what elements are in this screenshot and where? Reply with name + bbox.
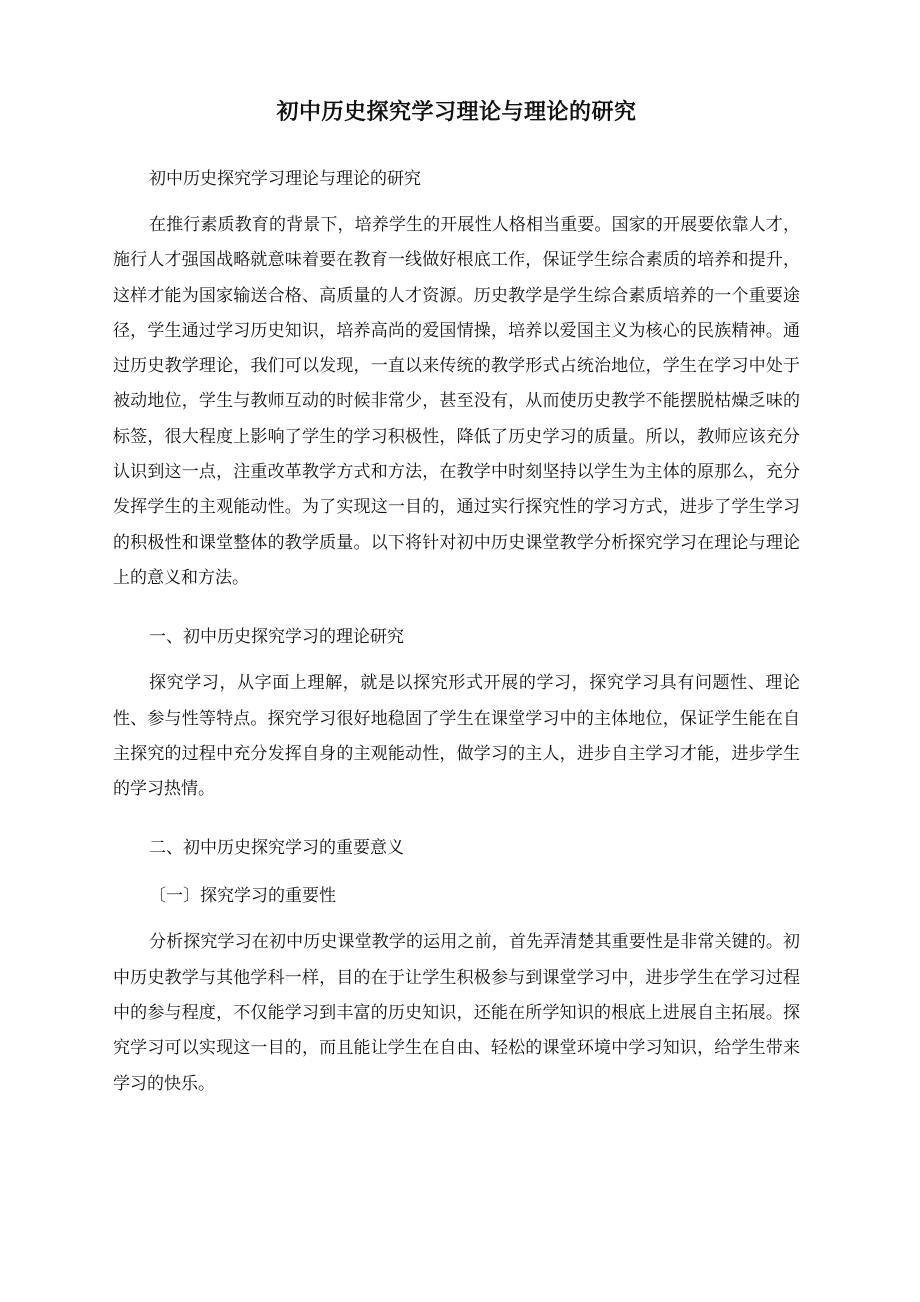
- document-page: [113, 96, 800, 1102]
- section-1-paragraph: 探究学习，从字面上理解，就是以探究形式开展的学习，探究学习具有问题性、理论性、参与性等特点。探究学习很好地稳固了学生在课堂学习中的主体地位，保证学生能在自主探究的过程中充分发挥自身的主观能动性，做学习的主人，进步自主学习才能，进步学生的学习热情。: [113, 673, 800, 800]
- subsection-1-paragraph: 分析探究学习在初中历史课堂教学的运用之前，首先弄清楚其重要性是非常关键的。初中历史教学与其他学科一样，目的在于让学生积极参与到课堂学习中，进步学生在学习过程中的参与程度，不仅能学习到丰富的历史知识，还能在所学知识的根底上进展自主拓展。探究学习可以实现这一目的，而且能让学生在自由、轻松的课堂环境中学习知识，给学生带来学习的快乐。: [113, 932, 800, 1094]
- section-1-heading: 一、初中历史探究学习的理论研究: [149, 627, 404, 648]
- intro-paragraph: 在推行素质教育的背景下，培养学生的开展性人格相当重要。国家的开展要依靠人才，施行人才强国战略就意味着要在教育一线做好根底工作，保证学生综合素质的培养和提升，这样才能为国家输送合格、高质量的人才资源。历史教学是学生综合素质培养的一个重要途径，学生通过学习历史知识，培养高尚的爱国情操，培养以爱国主义为核心的民族精神。通过历史教学理论，我们可以发现，一直以来传统的教学形式占统治地位，学生在学习中处于被动地位，学生与教师互动的时候非常少，甚至没有，从而使历史教学不能摆脱枯燥乏味的标签，很大程度上影响了学生的学习积极性，降低了历史学习的质量。所以，教师应该充分认识到这一点，注重改革教学方式和方法，在教学中时刻坚持以学生为主体的原那么，充分发挥学生的主观能动性。为了实现这一目的，通过实行探究性的学习方式，进步了学生学习的积极性和课堂整体的教学质量。以下将针对初中历史课堂教学分析探究学习在理论与理论上的意义和方法。: [113, 215, 800, 588]
- page-title: 初中历史探究学习理论与理论的研究: [276, 99, 637, 125]
- document-subtitle: 初中历史探究学习理论与理论的研究: [149, 169, 421, 189]
- subsection-1-heading: 〔一〕探究学习的重要性: [149, 886, 336, 907]
- section-2-heading: 二、初中历史探究学习的重要意义: [149, 838, 404, 859]
